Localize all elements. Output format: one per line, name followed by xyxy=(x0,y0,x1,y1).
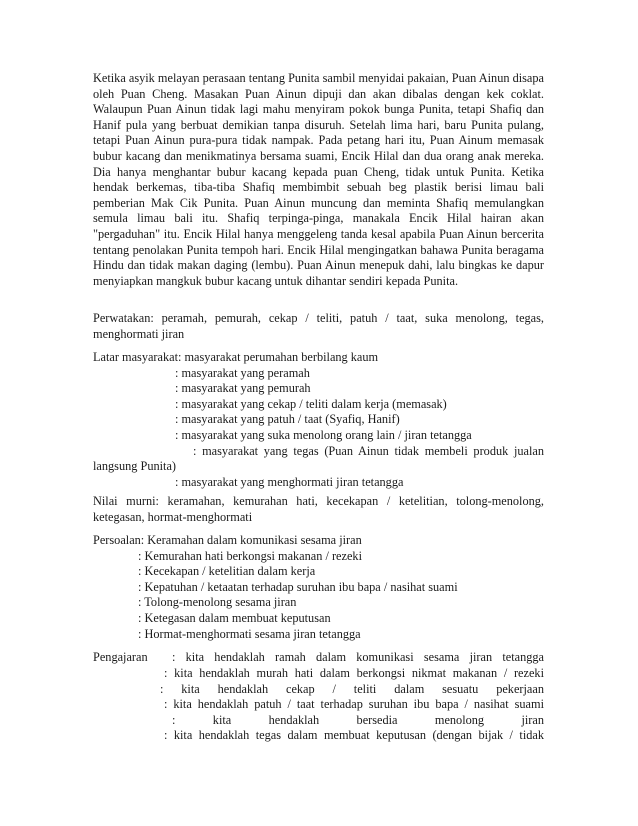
persoalan-item: : Ketegasan dalam membuat keputusan xyxy=(138,610,331,625)
latar-item: : masyarakat yang peramah xyxy=(175,365,310,380)
persoalan-section xyxy=(93,533,544,642)
pengajaran-item-wrap xyxy=(164,697,544,713)
latar-heading: Latar masyarakat: masyarakat perumahan berbilang kaum xyxy=(93,350,379,364)
persoalan-heading: Persoalan: Keramahan dalam komunikasi sesama jiran xyxy=(93,533,362,547)
pengajaran-item-wrap xyxy=(172,713,544,729)
pengajaran-item: : kita hendaklah bersedia menolong jiran xyxy=(172,713,544,727)
pengajaran-item: : kita hendaklah patuh / taat terhadap suruhan ibu bapa / nasihat suami xyxy=(164,697,544,711)
pengajaran-item-wrap xyxy=(164,666,544,682)
pengajaran-item-wrap xyxy=(160,682,544,698)
pengajaran-item-wrap xyxy=(164,728,544,744)
latar-item: : masyarakat yang cekap / teliti dalam kerja (memasak) xyxy=(175,396,447,411)
persoalan-item: : Kepatuhan / ketaatan terhadap suruhan ibu bapa / nasihat suami xyxy=(138,579,458,594)
latar-item-tegas: : masyarakat yang tegas (Puan Ainun tidak membeli produk jualan xyxy=(193,443,544,458)
latar-item: : masyarakat yang patuh / taat (Syafiq, Hanif) xyxy=(175,412,400,427)
perwatakan-paragraph: Perwatakan: peramah, pemurah, cekap / teliti, patuh / taat, suka menolong, tegas, menghormati jiran xyxy=(93,311,544,341)
latar-item-last: : masyarakat yang menghormati jiran tetangga xyxy=(175,474,404,489)
story-paragraph: Ketika asyik melayan perasaan tentang Punita sambil menyidai pakaian, Puan Ainun disapa oleh Puan Cheng. Masakan Puan Ainun dipuji dan akan dibalas dengan kek coklat. Walaupun Puan Ainun tidak lagi mahu menyiram pokok bunga Punita, tetapi Shafiq dan Hanif pula yang berbuat demikian tanpa disuruh. Setelah lima hari, baru Punita pulang, tetapi Puan Ainun pura-pura tidak nampak. Pada petang hari itu, Puan Ainum memasak bubur kacang dan menikmatinya bersama suami, Encik Hilal dan dua orang anak mereka. Dia hanya menghantar bubur kacang kepada puan Cheng, tidak untuk Punita. Ketika hendak berkemas, tiba-tiba Shafiq membimbit sebuah beg plastik berisi limau bali pemberian Mak Cik Punita. Puan Ainun muncung dan meminta Shafiq memulangkan semula limau bali itu. Shafiq terpinga-pinga, manakala Encik Hilal hairan akan "pergaduhan" itu. Encik Hilal hanya menggeleng tanda kesal apabila Puan Ainun bercerita tentang penolakan Punita tempoh hari. Encik Hilal mengingatkan bahawa Punita beragama Hindu dan tidak makan daging (lembu). Puan Ainun menepuk dahi, lalu bingkas ke dapur menyiapkan mangkuk bubur kacang untuk dihantar sendiri kepada Punita. xyxy=(93,71,544,288)
pengajaran-label: Pengajaran xyxy=(93,650,148,664)
persoalan-item: : Tolong-menolong sesama jiran xyxy=(138,595,297,610)
persoalan-item: : Kecekapan / ketelitian dalam kerja xyxy=(138,564,316,579)
latar-item: : masyarakat yang pemurah xyxy=(175,381,311,396)
pengajaran-item-wrap xyxy=(172,650,544,666)
latar-section xyxy=(93,350,544,490)
latar-item-tegas-continued: langsung Punita) xyxy=(93,459,176,474)
pengajaran-item: : kita hendaklah cekap / teliti dalam sesuatu pekerjaan xyxy=(160,682,544,696)
pengajaran-item: : kita hendaklah tegas dalam membuat keputusan (dengan bijak / tidak xyxy=(164,728,544,742)
pengajaran-item: : kita hendaklah murah hati dalam berkongsi nikmat makanan / rezeki xyxy=(164,666,544,680)
persoalan-item: : Kemurahan hati berkongsi makanan / rezeki xyxy=(138,548,362,563)
pengajaran-item: : kita hendaklah ramah dalam komunikasi sesama jiran tetangga xyxy=(172,650,544,664)
latar-item: : masyarakat yang suka menolong orang lain / jiran tetangga xyxy=(175,427,472,442)
nilai-paragraph: Nilai murni: keramahan, kemurahan hati, kecekapan / ketelitian, tolong-menolong, ketegasan, hormat-menghormati xyxy=(93,494,544,524)
persoalan-item: : Hormat-menghormati sesama jiran tetangga xyxy=(138,626,361,641)
